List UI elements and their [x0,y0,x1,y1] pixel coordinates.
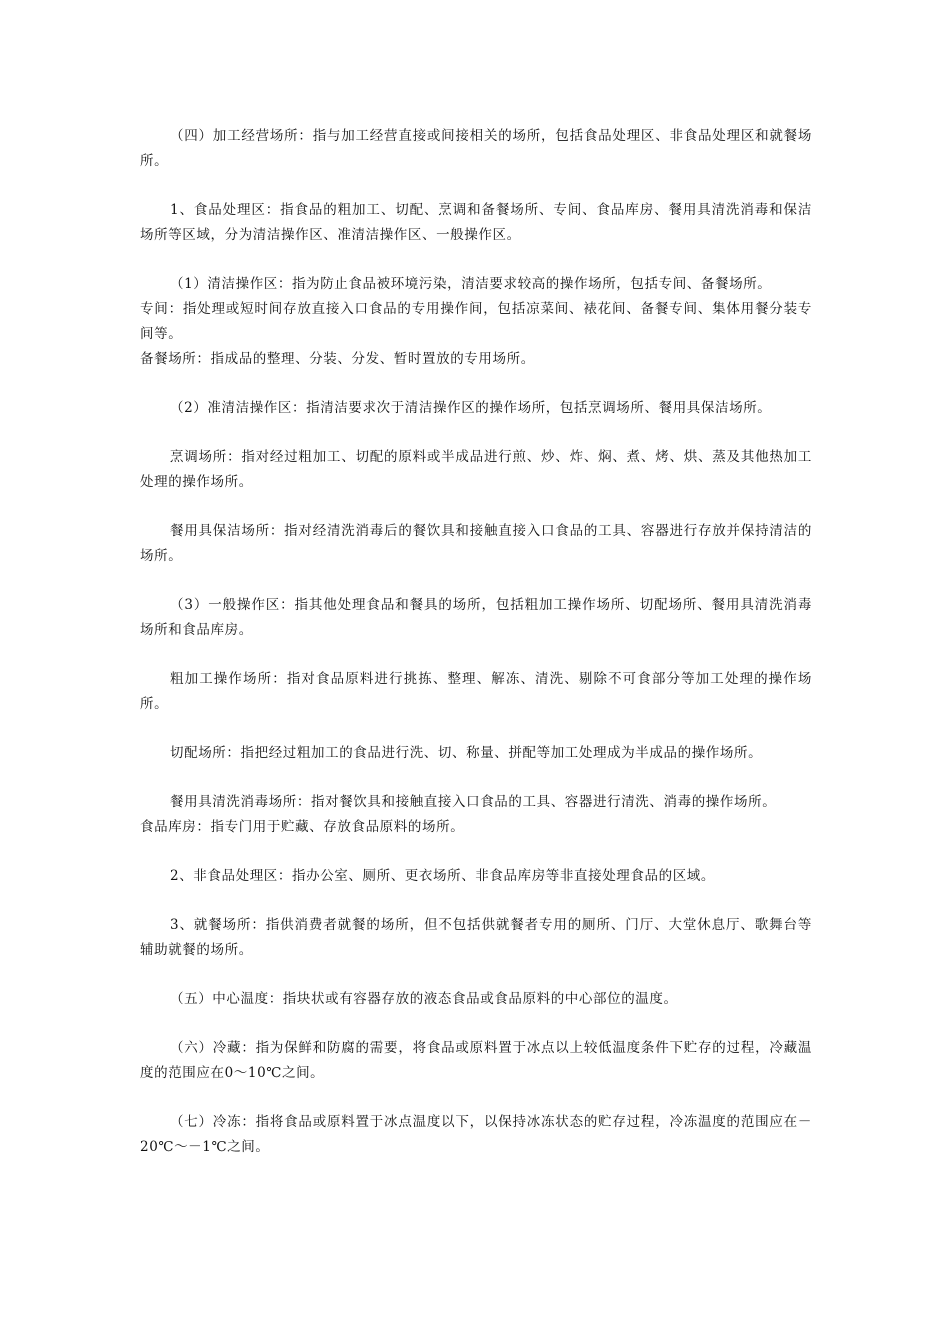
item-2-non-food-area: 2、非食品处理区：指办公室、厕所、更衣场所、非食品库房等非直接处理食品的区域。 [170,868,715,884]
item-1-food-processing-area: 1、食品处理区：指食品的粗加工、切配、烹调和备餐场所、专间、食品库房、餐用具清洗消毒和保洁场所等区域，分为清洁操作区、准清洁操作区、一般操作区。 [140,202,812,243]
item-1-3-general-operation-area: （3）一般操作区：指其他处理食品和餐具的场所，包括粗加工操作场所、切配场所、餐用具清洗消毒场所和食品库房。 [140,597,812,638]
definition-meal-prep-area: 备餐场所：指成品的整理、分装、分发、暂时置放的专用场所。 [140,351,535,367]
section-six-refrigeration: （六）冷藏：指为保鲜和防腐的需要，将食品或原料置于冰点以上较低温度条件下贮存的过程，冷藏温度的范围应在0～10℃之间。 [140,1040,812,1081]
section-seven-freezing: （七）冷冻：指将食品或原料置于冰点温度以下，以保持冰冻状态的贮存过程，冷冻温度的范围应在－20℃～－1℃之间。 [140,1114,812,1155]
definition-cutting-area: 切配场所：指把经过粗加工的食品进行洗、切、称量、拼配等加工处理成为半成品的操作场所。 [170,745,763,761]
definition-food-storehouse: 食品库房：指专门用于贮藏、存放食品原料的场所。 [140,819,465,835]
item-3-dining-area: 3、就餐场所：指供消费者就餐的场所，但不包括供就餐者专用的厕所、门厅、大堂休息厅、歌舞台等辅助就餐的场所。 [140,917,812,958]
section-four-processing-premises: （四）加工经营场所：指与加工经营直接或间接相关的场所，包括食品处理区、非食品处理区和就餐场所。 [140,128,812,169]
section-five-core-temperature: （五）中心温度：指块状或有容器存放的液态食品或食品原料的中心部位的温度。 [170,991,678,1007]
definition-utensil-storage-area: 餐用具保洁场所：指对经清洗消毒后的餐饮具和接触直接入口食品的工具、容器进行存放并保持清洁的场所。 [140,523,812,564]
definition-utensil-cleaning-area: 餐用具清洗消毒场所：指对餐饮具和接触直接入口食品的工具、容器进行清洗、消毒的操作场所。 [170,794,777,810]
definition-cooking-area: 烹调场所：指对经过粗加工、切配的原料或半成品进行煎、炒、炸、焖、煮、烤、烘、蒸及其他热加工处理的操作场所。 [140,449,812,490]
document-body [140,124,812,1160]
definition-special-room: 专间：指处理或短时间存放直接入口食品的专用操作间，包括凉菜间、裱花间、备餐专间、集体用餐分装专间等。 [140,301,812,342]
item-1-1-clean-operation-area: （1）清洁操作区：指为防止食品被环境污染，清洁要求较高的操作场所，包括专间、备餐场所。 [170,276,772,292]
definition-rough-processing-area: 粗加工操作场所：指对食品原料进行挑拣、整理、解冻、清洗、剔除不可食部分等加工处理的操作场所。 [140,671,812,712]
item-1-2-semi-clean-operation-area: （2）准清洁操作区：指清洁要求次于清洁操作区的操作场所，包括烹调场所、餐用具保洁场所。 [170,400,772,416]
